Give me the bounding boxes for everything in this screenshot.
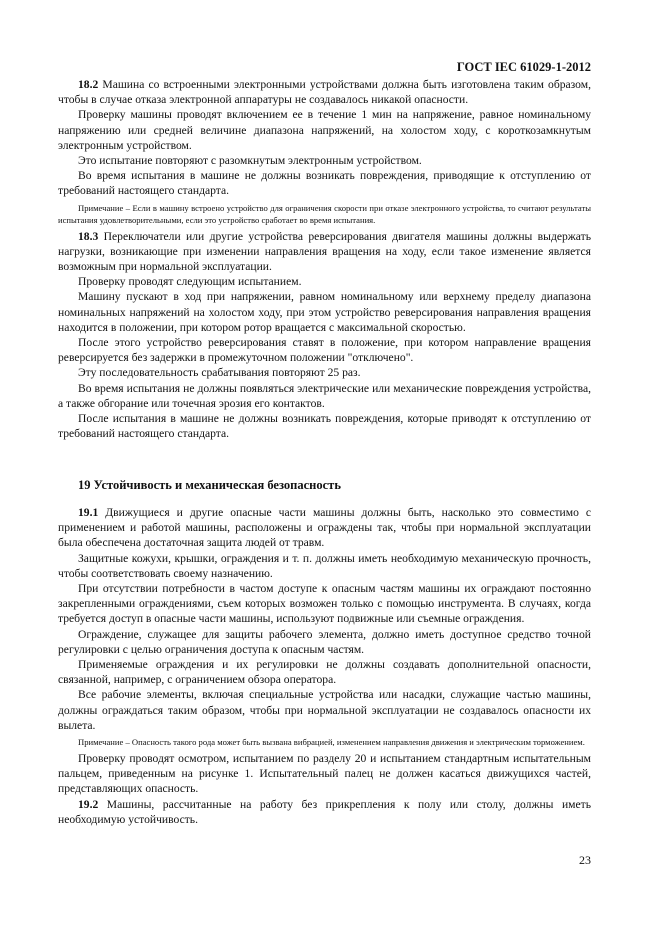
paragraph: Проверку проводят следующим испытанием. [78, 275, 302, 289]
paragraph-text: Машины, рассчитанные на работу без прикрепления к полу или столу, должны иметь необходимую устойчивость. [58, 797, 591, 826]
paragraph-19-2 [58, 797, 591, 827]
clause-number: 18.2 [78, 78, 99, 91]
paragraph: Проверку машины проводят включением ее в течение 1 мин на напряжение, равное номинальному напряжению или средней величине диапазона напряжений, на холостом ходу, с короткозамкнутым электронным устройством. [58, 108, 591, 152]
clause-number: 19.2 [78, 797, 99, 811]
paragraph-18-3 [58, 229, 591, 275]
paragraph: Эту последовательность срабатывания повторяют 25 раз. [78, 366, 361, 380]
paragraph: Защитные кожухи, крышки, ограждения и т. п. должны иметь необходимую механическую прочность, чтобы соответствовать своему назначению. [58, 551, 591, 580]
paragraph-18-2 [58, 77, 591, 107]
paragraph-19-1 [58, 505, 591, 551]
paragraph: Ограждение, служащее для защиты рабочего элемента, должно иметь доступное средство точной регулировки с целью ограничения доступа к опасным частям. [58, 627, 591, 656]
paragraph: После испытания в машине не должны возникать повреждения, которые приводят к отступлению от требований настоящего стандарта. [58, 412, 591, 441]
clause-number: 19.1 [78, 506, 99, 519]
paragraph: При отсутствии потребности в частом доступе к опасным частям машины их ограждают постоянно закрепленными ограждениями, съем которых возможен только с помощью инструмента. В случаях, когда требуется доступ в опасные части машины, используют подвижные или съемные ограждения. [58, 582, 591, 626]
paragraph: Применяемые ограждения и их регулировки не должны создавать дополнительной опасности, связанной, например, с ограничением обзора оператора. [58, 658, 591, 687]
paragraph: Проверку проводят осмотром, испытанием по разделу 20 и испытанием стандартным испытательным пальцем, приведенным на рисунке 1. Испытательный палец не должен касаться движущихся частей, представляющих опасность. [58, 752, 591, 796]
document-id: ГОСТ IEC 61029-1-2012 [456, 60, 591, 74]
paragraph-text: Переключатели или другие устройства реверсирования двигателя машины должны выдержать нагрузки, возникающие при изменении направления вращения на ходу, если такое изменение является возможным при нормальной эксплуатации. [58, 229, 591, 274]
note: Примечание – Если в машину встроено устройство для ограничения скорости при отказе электронного устройства, то считают результаты испытания удовлетворительными, если это устройство сработает во время испытания. [58, 202, 591, 225]
section-19-heading: 19 Устойчивость и механическая безопасность [78, 478, 341, 492]
paragraph-text: Движущиеся и другие опасные части машины должны быть, насколько это совместимо с применением и работой машины, расположены и ограждены так, чтобы при нормальной эксплуатации была обеспечена достаточная защита людей от травм. [58, 506, 591, 550]
section-19-block [58, 505, 591, 827]
paragraph-text: Машина со встроенными электронными устройствами должна быть изготовлена таким образом, чтобы в случае отказа электронной аппаратуры не создавалось никакой опасности. [58, 78, 591, 107]
clause-number: 18.3 [78, 229, 99, 243]
paragraph: Все рабочие элементы, включая специальные устройства или насадки, служащие частью машины, должны ограждаться таким образом, чтобы при нормальной эксплуатации не создавалось опасности их вылета. [58, 688, 591, 732]
page-number: 23 [579, 853, 591, 867]
paragraph: Машину пускают в ход при напряжении, равном номинальному или верхнему пределу диапазона номинальных напряжений на холостом ходу, при этом устройство реверсирования направления вращения находится в положении, при котором ротор вращается с максимальной скоростью. [58, 290, 591, 334]
note: Примечание – Опасность такого рода может быть вызвана вибрацией, изменением направления движения и электрическим торможением. [78, 737, 585, 748]
paragraph: Это испытание повторяют с разомкнутым электронным устройством. [78, 154, 422, 168]
paragraph: После этого устройство реверсирования ставят в положение, при котором направление вращения реверсируется без задержки в промежуточном положении "отключено". [58, 336, 591, 365]
paragraph: Во время испытания не должны появляться электрические или механические повреждения устройства, а также обгорание или точечная эрозия его контактов. [58, 381, 591, 410]
paragraph: Во время испытания в машине не должны возникать повреждения, приводящие к отступлению от требований настоящего стандарта. [58, 169, 591, 198]
section-18-block [58, 77, 591, 441]
